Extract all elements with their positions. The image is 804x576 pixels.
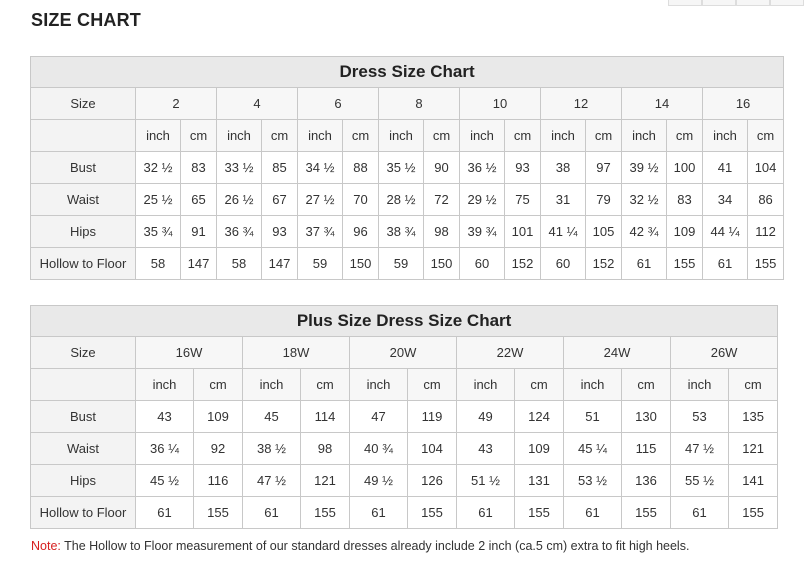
unit-inch: inch (379, 120, 424, 152)
size-header: 16 (703, 88, 784, 120)
dress-size-table (30, 56, 784, 280)
table-cell: 61 (243, 497, 301, 529)
unit-inch: inch (671, 369, 729, 401)
unit-cm: cm (586, 120, 622, 152)
table-cell: 105 (586, 216, 622, 248)
table-cell: 36 ¾ (217, 216, 262, 248)
table-cell: 96 (343, 216, 379, 248)
unit-inch: inch (541, 120, 586, 152)
table-cell: 155 (748, 248, 784, 280)
table-cell: 45 ½ (136, 465, 194, 497)
table-cell: 101 (505, 216, 541, 248)
size-label: Size (31, 337, 136, 369)
unit-cm: cm (667, 120, 703, 152)
empty-cell (31, 369, 136, 401)
size-header: 26W (671, 337, 778, 369)
row-label: Bust (31, 401, 136, 433)
table-row (31, 152, 784, 184)
table-row (31, 248, 784, 280)
table-cell: 47 ½ (243, 465, 301, 497)
unit-inch: inch (564, 369, 622, 401)
table-cell: 36 ¼ (136, 433, 194, 465)
unit-inch: inch (703, 120, 748, 152)
table-cell: 90 (424, 152, 460, 184)
table-cell: 65 (181, 184, 217, 216)
table-cell: 150 (424, 248, 460, 280)
table-cell: 136 (622, 465, 671, 497)
table-cell: 45 ¼ (564, 433, 622, 465)
table-cell: 39 ¾ (460, 216, 505, 248)
unit-cm: cm (748, 120, 784, 152)
size-label: Size (31, 88, 136, 120)
plus-size-table (30, 305, 778, 529)
unit-cm: cm (424, 120, 460, 152)
empty-cell (31, 120, 136, 152)
unit-cm: cm (505, 120, 541, 152)
table-cell: 109 (194, 401, 243, 433)
size-header-row (31, 88, 784, 120)
table-cell: 35 ¾ (136, 216, 181, 248)
unit-inch: inch (457, 369, 515, 401)
table-cell: 141 (729, 465, 778, 497)
unit-cm: cm (194, 369, 243, 401)
size-header: 8 (379, 88, 460, 120)
unit-cm: cm (301, 369, 350, 401)
table-cell: 38 ¾ (379, 216, 424, 248)
unit-inch: inch (350, 369, 408, 401)
table-cell: 75 (505, 184, 541, 216)
table-cell: 61 (564, 497, 622, 529)
size-header: 22W (457, 337, 564, 369)
table-cell: 34 ½ (298, 152, 343, 184)
table-cell: 126 (408, 465, 457, 497)
table-cell: 25 ½ (136, 184, 181, 216)
table-cell: 155 (301, 497, 350, 529)
size-header: 14 (622, 88, 703, 120)
table-cell: 41 (703, 152, 748, 184)
table-cell: 104 (408, 433, 457, 465)
table-cell: 93 (505, 152, 541, 184)
note-text: The Hollow to Floor measurement of our standard dresses already include 2 inch (ca.5 cm) extra to fit high heels. (60, 539, 690, 553)
unit-inch: inch (622, 120, 667, 152)
table-cell: 34 (703, 184, 748, 216)
table-cell: 45 (243, 401, 301, 433)
unit-cm: cm (622, 369, 671, 401)
size-header: 24W (564, 337, 671, 369)
table-cell: 32 ½ (622, 184, 667, 216)
table-cell: 121 (729, 433, 778, 465)
table-cell: 43 (457, 433, 515, 465)
table-cell: 86 (748, 184, 784, 216)
row-label: Hips (31, 465, 136, 497)
table-cell: 88 (343, 152, 379, 184)
size-header: 18W (243, 337, 350, 369)
unit-cm: cm (181, 120, 217, 152)
table-row (31, 401, 778, 433)
table-cell: 61 (136, 497, 194, 529)
table-cell: 72 (424, 184, 460, 216)
table-cell: 92 (194, 433, 243, 465)
table-cell: 79 (586, 184, 622, 216)
table-row (31, 497, 778, 529)
unit-cm: cm (343, 120, 379, 152)
row-label: Bust (31, 152, 136, 184)
table-cell: 58 (217, 248, 262, 280)
table-cell: 155 (515, 497, 564, 529)
unit-header-row (31, 120, 784, 152)
table-cell: 38 ½ (243, 433, 301, 465)
table-cell: 31 (541, 184, 586, 216)
table-cell: 85 (262, 152, 298, 184)
row-label: Waist (31, 433, 136, 465)
table-title: Dress Size Chart (31, 57, 784, 88)
unit-inch: inch (136, 369, 194, 401)
size-header: 12 (541, 88, 622, 120)
table-cell: 135 (729, 401, 778, 433)
table-cell: 61 (622, 248, 667, 280)
table-cell: 59 (379, 248, 424, 280)
table-row (31, 216, 784, 248)
row-label: Hips (31, 216, 136, 248)
table-cell: 60 (460, 248, 505, 280)
unit-inch: inch (243, 369, 301, 401)
table-cell: 116 (194, 465, 243, 497)
size-header: 20W (350, 337, 457, 369)
table-cell: 47 (350, 401, 408, 433)
table-cell: 43 (136, 401, 194, 433)
table-cell: 83 (667, 184, 703, 216)
table-row (31, 465, 778, 497)
table-cell: 109 (515, 433, 564, 465)
table-cell: 155 (622, 497, 671, 529)
table-cell: 37 ¾ (298, 216, 343, 248)
table-title-row (31, 57, 784, 88)
table-cell: 130 (622, 401, 671, 433)
table-title-row (31, 306, 778, 337)
table-cell: 60 (541, 248, 586, 280)
table-cell: 33 ½ (217, 152, 262, 184)
table-cell: 47 ½ (671, 433, 729, 465)
table-cell: 70 (343, 184, 379, 216)
table-row (31, 184, 784, 216)
table-cell: 155 (667, 248, 703, 280)
table-cell: 93 (262, 216, 298, 248)
table-cell: 124 (515, 401, 564, 433)
unit-inch: inch (217, 120, 262, 152)
table-cell: 44 ¼ (703, 216, 748, 248)
table-cell: 32 ½ (136, 152, 181, 184)
table-cell: 39 ½ (622, 152, 667, 184)
table-title: Plus Size Dress Size Chart (31, 306, 778, 337)
table-cell: 41 ¼ (541, 216, 586, 248)
size-header: 6 (298, 88, 379, 120)
table-cell: 152 (505, 248, 541, 280)
row-label: Hollow to Floor (31, 497, 136, 529)
table-cell: 115 (622, 433, 671, 465)
table-cell: 53 ½ (564, 465, 622, 497)
note-label: Note: (31, 539, 61, 553)
unit-inch: inch (460, 120, 505, 152)
table-cell: 109 (667, 216, 703, 248)
table-cell: 91 (181, 216, 217, 248)
unit-cm: cm (729, 369, 778, 401)
unit-inch: inch (136, 120, 181, 152)
table-cell: 61 (457, 497, 515, 529)
table-cell: 49 ½ (350, 465, 408, 497)
table-cell: 36 ½ (460, 152, 505, 184)
table-cell: 28 ½ (379, 184, 424, 216)
table-cell: 98 (301, 433, 350, 465)
table-row (31, 433, 778, 465)
unit-inch: inch (298, 120, 343, 152)
table-cell: 61 (703, 248, 748, 280)
table-cell: 51 (564, 401, 622, 433)
table-cell: 59 (298, 248, 343, 280)
table-cell: 67 (262, 184, 298, 216)
table-cell: 100 (667, 152, 703, 184)
table-cell: 121 (301, 465, 350, 497)
table-cell: 119 (408, 401, 457, 433)
table-cell: 51 ½ (457, 465, 515, 497)
size-header: 16W (136, 337, 243, 369)
table-cell: 49 (457, 401, 515, 433)
table-cell: 29 ½ (460, 184, 505, 216)
table-cell: 98 (424, 216, 460, 248)
size-header: 10 (460, 88, 541, 120)
unit-cm: cm (408, 369, 457, 401)
table-cell: 104 (748, 152, 784, 184)
table-cell: 114 (301, 401, 350, 433)
table-cell: 26 ½ (217, 184, 262, 216)
size-header: 4 (217, 88, 298, 120)
table-cell: 97 (586, 152, 622, 184)
table-cell: 150 (343, 248, 379, 280)
table-cell: 152 (586, 248, 622, 280)
table-cell: 83 (181, 152, 217, 184)
table-cell: 112 (748, 216, 784, 248)
table-cell: 155 (729, 497, 778, 529)
size-header: 2 (136, 88, 217, 120)
unit-cm: cm (262, 120, 298, 152)
table-cell: 53 (671, 401, 729, 433)
table-cell: 38 (541, 152, 586, 184)
row-label: Hollow to Floor (31, 248, 136, 280)
table-cell: 27 ½ (298, 184, 343, 216)
size-header-row (31, 337, 778, 369)
table-cell: 61 (671, 497, 729, 529)
table-cell: 147 (181, 248, 217, 280)
page-title: SIZE CHART (31, 10, 141, 30)
row-label: Waist (31, 184, 136, 216)
table-cell: 35 ½ (379, 152, 424, 184)
table-cell: 42 ¾ (622, 216, 667, 248)
top-corner-tabs (668, 0, 804, 6)
table-cell: 61 (350, 497, 408, 529)
table-cell: 58 (136, 248, 181, 280)
note (31, 539, 689, 553)
table-cell: 155 (408, 497, 457, 529)
table-cell: 155 (194, 497, 243, 529)
unit-header-row (31, 369, 778, 401)
table-cell: 55 ½ (671, 465, 729, 497)
unit-cm: cm (515, 369, 564, 401)
table-cell: 40 ¾ (350, 433, 408, 465)
table-cell: 147 (262, 248, 298, 280)
table-cell: 131 (515, 465, 564, 497)
